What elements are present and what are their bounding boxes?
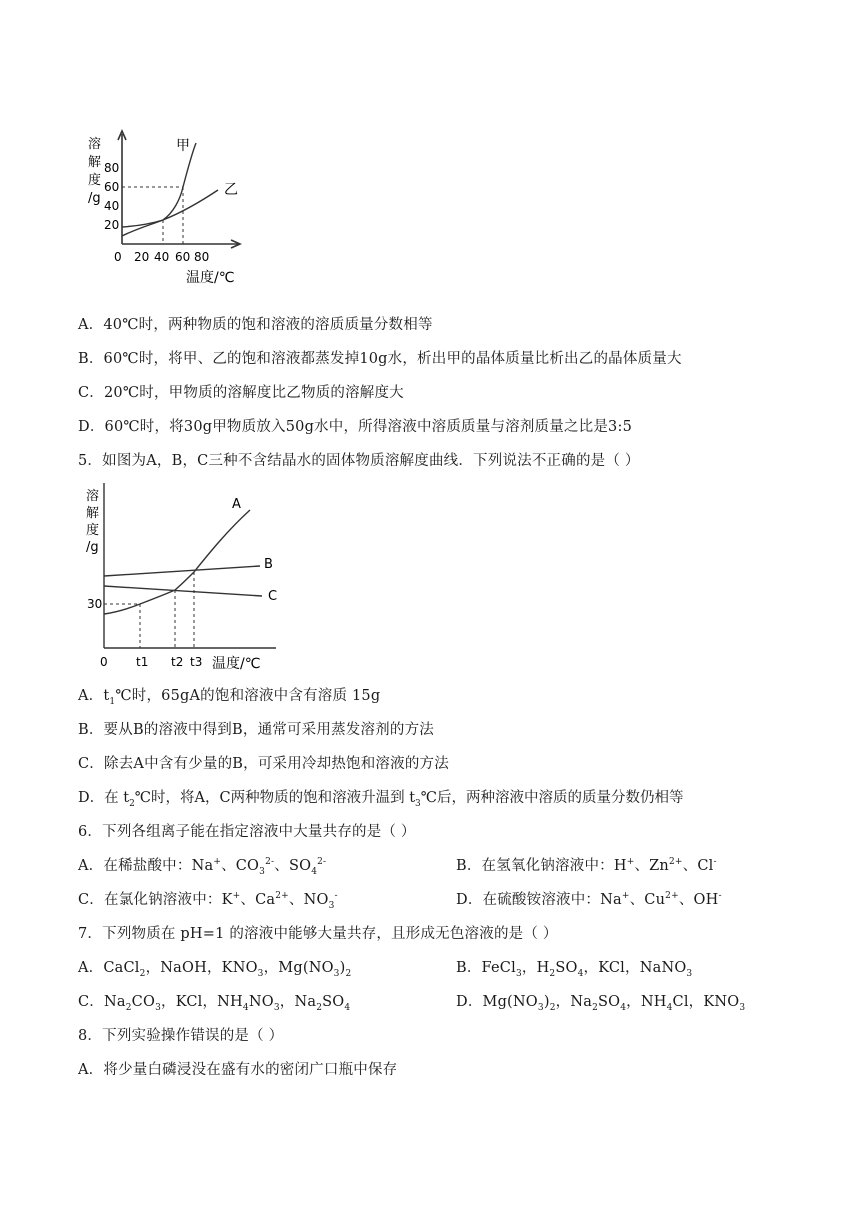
subscript: 3 [328, 901, 335, 911]
superscript: - [713, 857, 717, 867]
text: ，NH [626, 994, 667, 1010]
text: SO [555, 960, 578, 976]
curve-yi [122, 190, 218, 227]
superscript: + [621, 891, 630, 901]
ytick-40: 40 [104, 199, 120, 213]
curve-jia [122, 143, 196, 236]
q7-stem: 7．下列物质在 pH=1 的溶液中能够大量共存，且形成无色溶液的是（ ） [78, 926, 558, 942]
text: NO [248, 994, 274, 1010]
subscript: 3 [333, 969, 340, 979]
text: ，KCl，NH [161, 994, 243, 1010]
subscript: 4 [666, 1003, 673, 1013]
subscript: 2 [316, 1003, 323, 1013]
curve-c [104, 586, 262, 596]
xtick-40: 40 [154, 250, 170, 264]
text: 、SO [274, 858, 312, 874]
q6-option-b [456, 856, 717, 876]
q7-options-row-2 [78, 992, 838, 1012]
q4-option-d: D．60℃时，将30g甲物质放入50g水中，所得溶液中溶质质量与溶剂质量之比是3:5 [78, 419, 632, 435]
xtick-0: 0 [114, 250, 122, 264]
superscript: + [232, 891, 241, 901]
subscript: 3 [257, 969, 264, 979]
superscript: - [334, 891, 338, 901]
subscript: 2 [129, 799, 135, 809]
solubility-chart-1 [78, 128, 258, 288]
subscript: 2 [549, 969, 556, 979]
curve-yi-label: 乙 [224, 182, 238, 198]
subscript: 3 [739, 1003, 746, 1013]
text: 、CO [221, 858, 260, 874]
text: 、Cl [682, 858, 714, 874]
subscript: 3 [515, 969, 522, 979]
ylabel-char-1: 溶 [86, 489, 100, 504]
label-c: C [268, 589, 278, 604]
subscript: 2 [125, 1003, 132, 1013]
superscript: 2- [317, 857, 327, 867]
subscript: 3 [537, 1003, 544, 1013]
text: SO [598, 994, 621, 1010]
q6-options-row-1 [78, 856, 838, 876]
text: ，NaOH，KNO [145, 960, 258, 976]
xtick-0: 0 [100, 655, 108, 669]
q5-option-b: B．要从B的溶液中得到B，通常可采用蒸发溶剂的方法 [78, 722, 434, 738]
subscript: 2 [549, 1003, 556, 1013]
text: 、Ca [240, 892, 276, 908]
subscript: 3 [259, 867, 266, 877]
text: ) [339, 960, 346, 976]
text: D．在硫酸铵溶液中：Na [456, 892, 622, 908]
solubility-chart-2 [78, 478, 278, 676]
superscript: 2- [265, 857, 275, 867]
ylabel-char-3: 度 [88, 173, 102, 188]
text: ，KCl，NaNO [583, 960, 687, 976]
q4-option-c: C．20℃时，甲物质的溶解度比乙物质的溶解度大 [78, 385, 404, 401]
ytick-20: 20 [104, 218, 120, 232]
q7-option-b [456, 958, 692, 978]
text: SO [322, 994, 345, 1010]
text: ，Na [279, 994, 317, 1010]
q7-option-d [456, 992, 745, 1012]
text: 、Cu [629, 892, 666, 908]
ylabel-char-4: /g [86, 540, 99, 555]
q8-option-a: A．将少量白磷浸没在盛有水的密闭广口瓶中保存 [78, 1062, 398, 1078]
q7-option-c [78, 994, 351, 1013]
text: ，H [521, 960, 550, 976]
subscript: 3 [273, 1003, 280, 1013]
text: 、OH [678, 892, 719, 908]
text: 、NO [288, 892, 329, 908]
q8-stem: 8．下列实验操作错误的是（ ） [78, 1028, 284, 1044]
subscript: 2 [139, 969, 146, 979]
label-b: B [264, 557, 273, 572]
ytick-30: 30 [87, 597, 103, 611]
xlabel: 温度/℃ [212, 656, 261, 672]
text: ℃时，65gA的饱和溶液中含有溶质 15g [115, 688, 381, 704]
subscript: 3 [415, 799, 421, 809]
ylabel-char-4: /g [88, 191, 101, 206]
subscript: 4 [311, 867, 318, 877]
text: B．FeCl [456, 960, 516, 976]
ylabel-char-2: 解 [88, 155, 102, 170]
text: B．在氢氧化钠溶液中：H [456, 858, 627, 874]
text: ℃后，两种溶液中溶质的质量分数仍相等 [420, 790, 684, 806]
superscript: + [626, 857, 635, 867]
solubility-chart-1-svg [78, 128, 258, 288]
superscript: 2+ [665, 891, 679, 901]
q4-option-b: B．60℃时，将甲、乙的饱和溶液都蒸发掉10g水，析出甲的晶体质量比析出乙的晶体质量大 [78, 351, 682, 367]
q5-stem: 5．如图为A，B，C三种不含结晶水的固体物质溶解度曲线．下列说法不正确的是（ ） [78, 453, 640, 469]
superscript: + [213, 857, 222, 867]
ylabel-char-2: 解 [86, 506, 100, 521]
subscript: 4 [620, 1003, 627, 1013]
q5-option-a [78, 686, 380, 706]
ytick-60: 60 [104, 180, 120, 194]
text: ，Na [555, 994, 593, 1010]
text: ) [543, 994, 550, 1010]
text: D．Mg(NO [456, 994, 538, 1010]
q7-options-row-1 [78, 958, 838, 978]
superscript: 2+ [275, 891, 289, 901]
subscript: 2 [345, 969, 352, 979]
text: A．CaCl [78, 960, 140, 976]
text: ℃时，将A，C两种物质的饱和溶液升温到 t [134, 790, 416, 806]
curve-jia-label: 甲 [176, 138, 190, 154]
ylabel-char-3: 度 [86, 523, 100, 538]
text: 、Zn [634, 858, 669, 874]
q7-option-a [78, 960, 352, 979]
text: C．Na [78, 994, 126, 1010]
text: Cl，KNO [672, 994, 740, 1010]
q5-option-d [78, 788, 684, 808]
text: A．t [78, 688, 110, 704]
text: CO [131, 994, 156, 1010]
subscript: 3 [155, 1003, 161, 1013]
q6-stem: 6．下列各组离子能在指定溶液中大量共存的是（ ） [78, 824, 416, 840]
q4-option-a: A．40℃时，两种物质的饱和溶液的溶质质量分数相等 [78, 317, 433, 333]
subscript: 1 [109, 697, 116, 707]
curve-a [104, 510, 250, 614]
xtick-t3: t3 [190, 655, 203, 669]
subscript: 4 [242, 1003, 249, 1013]
q6-option-d [456, 890, 722, 910]
subscript: 2 [592, 1003, 598, 1013]
q5-option-c: C．除去A中含有少量的B，可采用冷却热饱和溶液的方法 [78, 756, 449, 772]
xtick-t1: t1 [136, 655, 149, 669]
text: A．在稀盐酸中：Na [78, 858, 214, 874]
xtick-80: 80 [194, 250, 210, 264]
xlabel: 温度/℃ [186, 270, 235, 286]
xtick-20: 20 [134, 250, 150, 264]
ylabel-char-1: 溶 [88, 137, 102, 152]
xtick-60: 60 [175, 250, 191, 264]
text: ，Mg(NO [263, 960, 334, 976]
q6-option-a [78, 857, 327, 877]
text: D．在 t [78, 790, 130, 806]
subscript: 3 [686, 969, 693, 979]
text: C．在氯化钠溶液中：K [78, 892, 233, 908]
superscript: 2+ [668, 857, 683, 867]
label-a: A [232, 497, 241, 512]
subscript: 4 [577, 969, 584, 979]
superscript: - [718, 891, 722, 901]
q6-option-c [78, 891, 338, 911]
solubility-chart-2-svg [78, 478, 278, 676]
q6-options-row-2 [78, 890, 838, 910]
ytick-80: 80 [104, 161, 120, 175]
curve-b [104, 566, 260, 576]
xtick-t2: t2 [171, 655, 184, 669]
subscript: 4 [344, 1003, 351, 1013]
